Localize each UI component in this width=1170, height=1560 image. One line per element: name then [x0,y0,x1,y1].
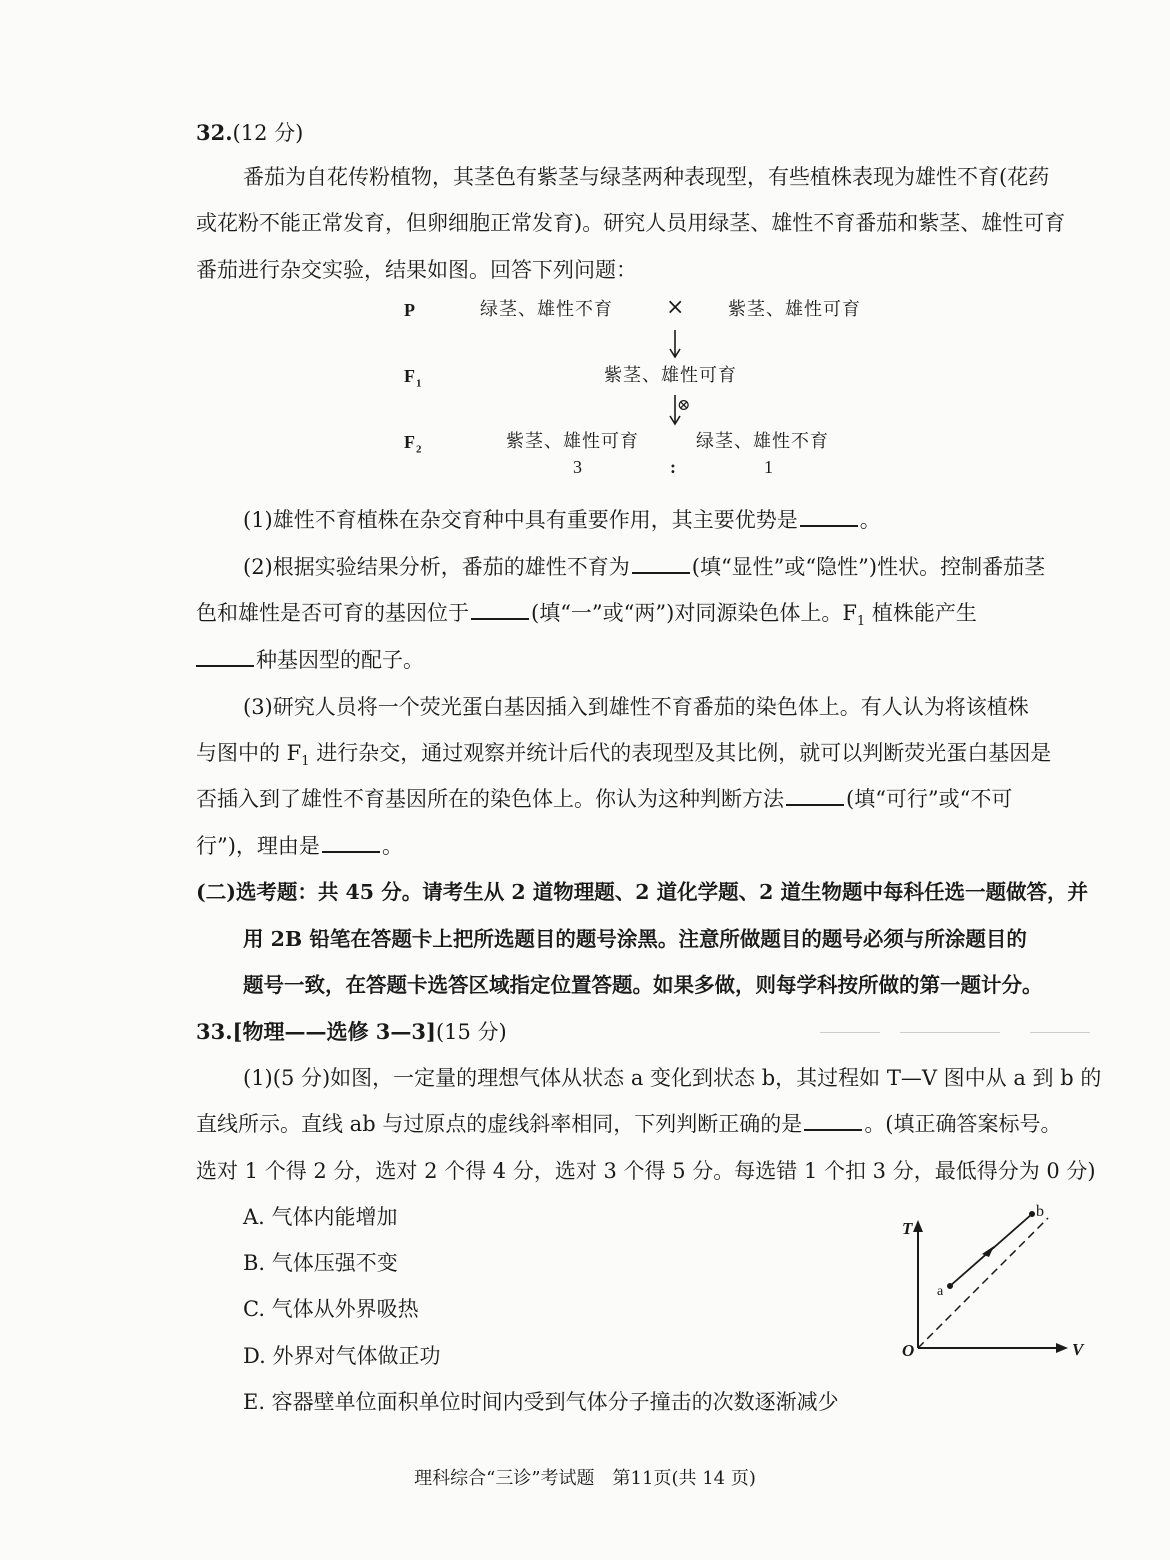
f1-phenotype: 紫茎、雄性可育 [604,365,737,386]
page-footer: 理科综合“三诊”考试题 第11页(共 14 页) [414,1468,756,1489]
answer-blank [632,552,690,574]
v-axis-arrow-icon [1056,1343,1068,1353]
q32-intro-line-3: 番茄进行杂交实验，结果如图。回答下列问题： [196,258,637,282]
q33-sub1-line-3: 选对 1 个得 2 分，选对 2 个得 4 分，选对 3 个得 5 分。每选错 1 个扣 3 分，最低得分为 0 分) [196,1159,1096,1183]
answer-blank [800,505,858,527]
q32-part-3-line-1: (3)研究人员将一个荧光蛋白基因插入到雄性不育番茄的染色体上。有人认为将该植株 [243,695,1029,719]
option-e: E. 容器壁单位面积单位时间内受到气体分子撞击的次数逐渐减少 [243,1390,839,1414]
section-2-line-2: 用 2B 铅笔在答题卡上把所选题目的题号涂黑。注意所做题目的题号必须与所涂题目的 [243,927,1027,951]
q32-score: (12 分) [232,121,304,145]
origin-dashed-line [918,1218,1048,1348]
point-a-dot [947,1283,953,1289]
f2-right-phenotype: 绿茎、雄性不育 [696,431,829,452]
f2-generation-label: $F_2$ [404,432,423,456]
f1-generation-label: $F_1$ [404,366,423,390]
q32-intro-line-1: 番茄为自花传粉植物，其茎色有紫茎与绿茎两种表现型，有些植株表现为雄性不育(花药 [243,165,1050,189]
q33-sub1-line-2: 直线所示。直线 ab 与过原点的虚线斜率相同，下列判断正确的是 。(填正确答案标号。 [196,1109,1100,1139]
t-v-graph [890,1198,1100,1368]
origin-label: O [902,1341,915,1360]
section-2-line-1: (二)选考题：共 45 分。请考生从 2 道物理题、2 道化学题、2 道生物题中每科任选一题做答，并 [196,880,1089,904]
section-2-line-3: 题号一致，在答题卡选答区域指定位置答题。如果多做，则每学科按所做的第一题计分。 [243,973,1043,997]
q32-part-2-line-3: 种基因型的配子。 [196,645,1100,675]
q33-number: 33. [196,1019,233,1044]
q32-part-1: (1)雄性不育植株在杂交育种中具有重要作用，其主要优势是 。 [243,505,1100,535]
q33-score: (15 分) [435,1020,507,1044]
option-b: B. 气体压强不变 [243,1251,398,1275]
q32-part-2-line-2: 色和雄性是否可育的基因位于 (填“一”或“两”)对同源染色体上。$F_1$ 植株能产生 [196,598,1100,637]
p-right-phenotype: 紫茎、雄性可育 [728,299,861,320]
answer-blank [196,645,254,667]
ratio-left: 3 [573,457,583,477]
down-arrow-icon [664,328,686,360]
p-generation-label: P [404,300,416,320]
t-axis-arrow-icon [913,1220,923,1232]
q32-header [196,118,1100,148]
self-cross-symbol: ⊗ [677,395,692,414]
answer-blank [804,1109,862,1131]
f2-left-phenotype: 紫茎、雄性可育 [506,431,639,452]
q32-part-3-line-4: 行”)，理由是 。 [196,831,1100,861]
point-b-label: b [1036,1203,1044,1220]
cross-symbol: × [666,295,686,320]
q33-title: [物理——选修 3—3] [232,1019,436,1044]
q32-part-3-line-2: 与图中的 $F_1$ 进行杂交，通过观察并统计后代的表现型及其比例，就可以判断荧光蛋白基因是 [196,741,1052,770]
ratio-colon: : [670,457,677,477]
option-a: A. 气体内能增加 [243,1205,398,1229]
p-left-phenotype: 绿茎、雄性不育 [480,299,613,320]
point-b-dot [1029,1211,1035,1217]
q32-intro-line-2: 或花粉不能正常发育，但卵细胞正常发育)。研究人员用绿茎、雄性不育番茄和紫茎、雄性可育 [196,211,1066,235]
answer-blank [322,831,380,853]
q32-part-2-line-1: (2)根据实验结果分析，番茄的雄性不育为 (填“显性”或“隐性”)性状。控制番茄茎 [243,552,1100,582]
ratio-right: 1 [764,457,774,477]
q33-header [196,1017,1100,1047]
t-axis-label: T [902,1219,913,1238]
q32-number: 32. [196,120,233,145]
answer-blank [786,784,844,806]
answer-blank [471,598,529,620]
v-axis-label: V [1072,1340,1084,1359]
q33-sub1-line-1: (1)(5 分)如图，一定量的理想气体从状态 a 变化到状态 b，其过程如 T—V 图中从 a 到 b 的 [243,1066,1102,1090]
q32-part-3-line-3: 否插入到了雄性不育基因所在的染色体上。你认为这种判断方法 (填“可行”或“不可 [196,784,1100,814]
option-c: C. 气体从外界吸热 [243,1297,419,1321]
option-d: D. 外界对气体做正功 [243,1344,441,1368]
point-a-label: a [937,1284,944,1299]
